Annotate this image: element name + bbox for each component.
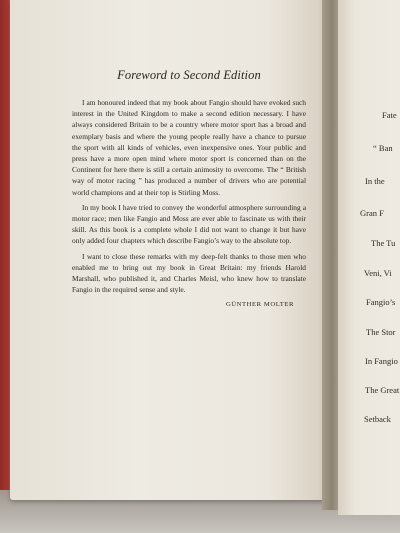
author-signature: GÜNTHER MOLTER xyxy=(225,301,294,309)
toc-item: The Great xyxy=(365,385,400,395)
toc-item: Fangio’s xyxy=(366,297,396,307)
toc-item: Veni, Vi xyxy=(364,268,392,278)
toc-item: Gran F xyxy=(360,208,384,218)
toc-item: The Stor xyxy=(366,327,396,337)
foreword-paragraph: I want to close these remarks with my deep-felt thanks to those men who enabled me to bring out my book in Great Britain: my friends Harold Marshall, who published it, and Charles Meisl, who knew how to translate Fangio in the required sense and style. xyxy=(72,251,306,295)
toc-item: Setback xyxy=(364,414,391,424)
toc-item: In Fangio xyxy=(365,356,398,366)
toc-item: In the xyxy=(365,176,385,186)
toc-item: Fate xyxy=(382,110,397,120)
toc-item: The Tu xyxy=(371,238,396,248)
toc-item: “ Ban xyxy=(373,143,393,153)
right-page-contents xyxy=(338,0,400,515)
foreword-title: Foreword to Second Edition xyxy=(117,68,261,82)
foreword-paragraph: I am honoured indeed that my book about Fangio should have evoked such interest in the United Kingdom to make a second edition necessary. I have always considered Britain to be a country where motor sport has a broad and exemplary basis and where the young people really have a chance to pursue the sport with all kinds of vehicles, even inexpensive ones. Your public and press have a more open mind where motor sport is concerned than on the Continent for here there is still a certain animosity to overcome. The “ British way of motor racing ” has produced a number of drivers who are potential world champions and at their top is Stirling Moss. xyxy=(72,98,306,197)
foreword-text-block xyxy=(72,68,306,308)
foreword-paragraph: In my book I have tried to convey the wonderful atmosphere surrounding a motor race; men like Fangio and Moss are ever able to fascinate us with their skill. As this book is a complete whole I did not want to change it but have only added four chapters which describe Fangio’s way to the absolute top. xyxy=(72,202,306,246)
